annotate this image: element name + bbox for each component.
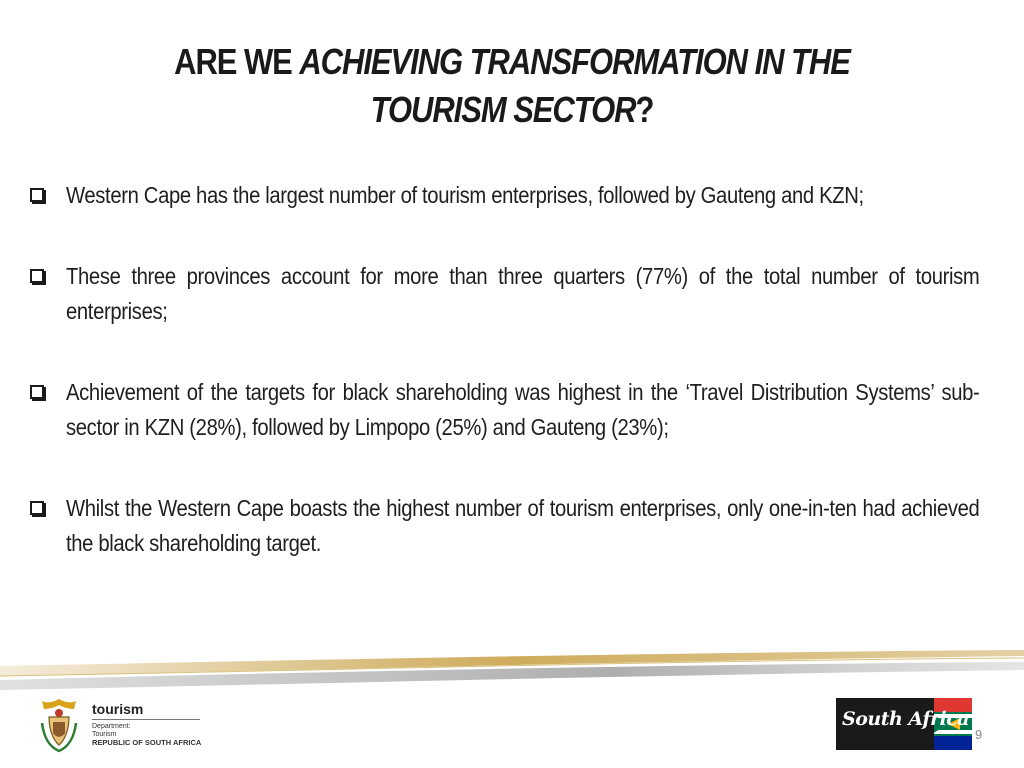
brand-logo-text: South Africa	[842, 708, 970, 730]
department-divider	[92, 719, 200, 720]
bullet-item	[28, 491, 983, 561]
bullet-item	[28, 178, 983, 213]
department-logo	[36, 695, 216, 755]
title-part-normal: ARE WE	[174, 41, 300, 82]
bullet-text: Western Cape has the largest number of tourism enterprises, followed by Gauteng and KZN;	[66, 182, 864, 208]
department-label: Tourism	[92, 731, 117, 738]
checkbox-bullet-icon	[30, 188, 44, 202]
title-part-italic: ACHIEVING TRANSFORMATION IN THE TOURISM SECTOR	[299, 41, 850, 130]
footer-swoosh-decoration	[0, 630, 1024, 700]
department-label: Department:	[92, 723, 131, 730]
page-number: 9	[975, 727, 983, 742]
bullet-list	[28, 178, 983, 607]
bullet-text: These three provinces account for more than three quarters (77%) of the total number of tourism enterprises;	[66, 263, 980, 324]
bullet-item	[28, 259, 983, 329]
checkbox-bullet-icon	[30, 501, 44, 515]
checkbox-bullet-icon	[30, 269, 44, 283]
title-part-end: ?	[635, 89, 654, 130]
department-name: tourism	[92, 701, 144, 717]
bullet-item	[28, 375, 983, 445]
coat-of-arms-icon	[36, 695, 82, 753]
bullet-text: Whilst the Western Cape boasts the highest number of tourism enterprises, only one-in-ten had achieved the black shareholding target.	[66, 495, 980, 556]
bullet-text: Achievement of the targets for black shareholding was highest in the ‘Travel Distribution Systems’ sub-sector in KZN (28%), followed by Limpopo (25%) and Gauteng (23%);	[66, 379, 980, 440]
checkbox-bullet-icon	[30, 385, 44, 399]
slide-title	[106, 38, 918, 134]
country-label: REPUBLIC OF SOUTH AFRICA	[92, 738, 202, 747]
